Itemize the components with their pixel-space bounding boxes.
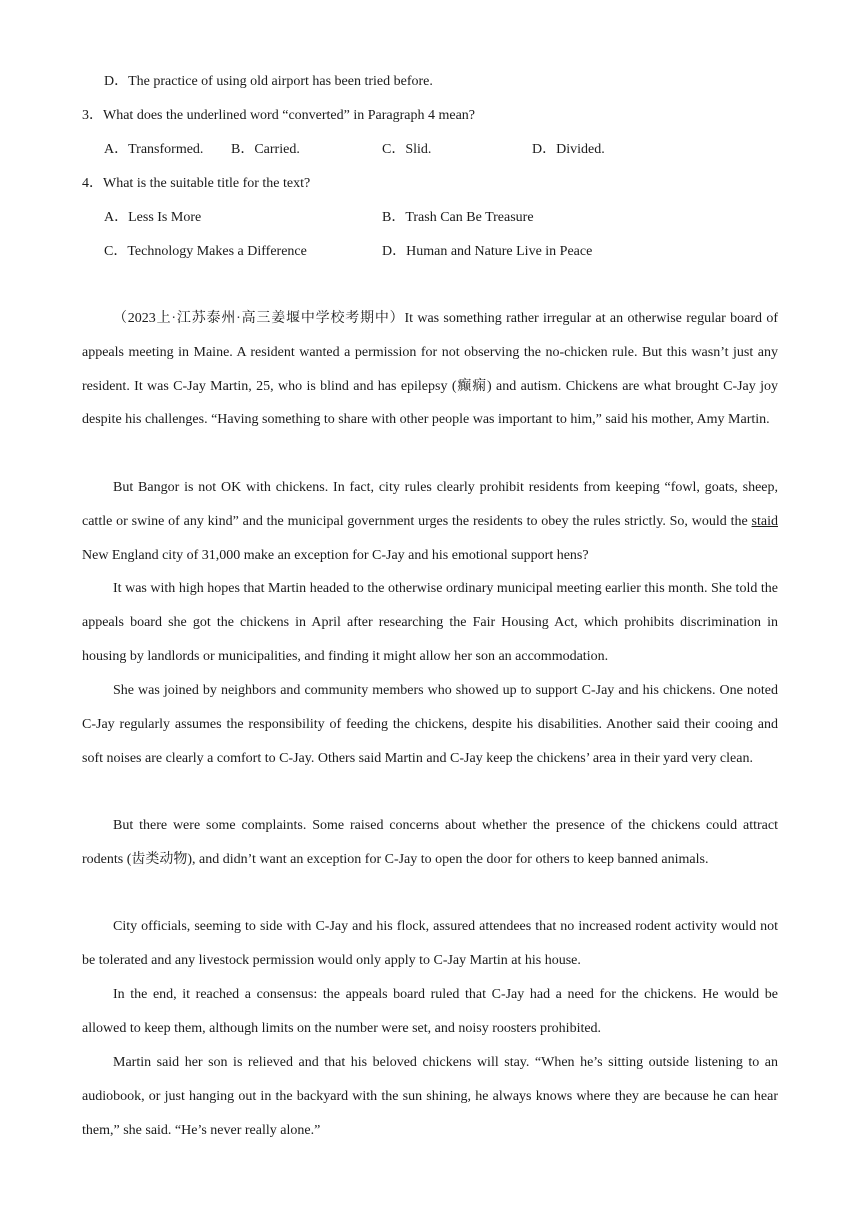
passage-paragraph-8: Martin said her son is relieved and that his beloved chickens will stay. “When he’s sitting outside listening to an audiobook, or just hanging out in the backyard with the sun shining, he always knows where they are because he can hear them,” she said. “He’s never really alone.” — [82, 1055, 778, 1138]
question-4-stem: 4．What is the suitable title for the text? — [82, 176, 311, 191]
question-4-option-c: C．Technology Makes a Difference — [104, 244, 307, 259]
question-4-option-b: B．Trash Can Be Treasure — [382, 210, 534, 225]
passage-paragraph-3: It was with high hopes that Martin headed to the otherwise ordinary municipal meeting earlier this month. She told the appeals board she got the chickens in April after researching the Fair Housing Act, which prohibits discrimination in housing by landlords or municipalities, and finding it might allow her son an accommodation. — [82, 581, 778, 664]
question-4-option-d: D．Human and Nature Live in Peace — [382, 244, 593, 259]
passage-paragraph-4: She was joined by neighbors and community members who showed up to support C-Jay and his chickens. One noted C-Jay regularly assumes the responsibility of feeding the chickens, despite his disabilities. Another said their cooing and soft noises are clearly a comfort to C-Jay. Others said Martin and C-Jay keep the chickens’ area in their yard very clean. — [82, 683, 778, 766]
passage-paragraph-7: In the end, it reached a consensus: the appeals board ruled that C-Jay had a need for the chickens. He would be allowed to keep them, although limits on the number were set, and noisy roosters prohibited. — [82, 987, 778, 1036]
paragraph-2-text-before: But Bangor is not OK with chickens. In fact, city rules clearly prohibit residents from keeping “fowl, goats, sheep, cattle or swine of any kind” and the municipal government urges the residents to obey the rules strictly. So, would the — [82, 480, 778, 529]
previous-question-option-d: D．The practice of using old airport has been tried before. — [104, 74, 433, 89]
passage-paragraph-5: But there were some complaints. Some raised concerns about whether the presence of the chickens could attract rodents (齿类动物), and didn’t want an exception for C-Jay to open the door for others to keep banned animals. — [82, 818, 778, 867]
question-4-option-a: A．Less Is More — [104, 210, 202, 225]
underlined-word-staid: staid — [751, 513, 778, 529]
passage-paragraph-2 — [82, 471, 778, 572]
passage-paragraph-6: City officials, seeming to side with C-Jay and his flock, assured attendees that no increased rodent activity would not be tolerated and any livestock permission would only apply to C-Jay Martin at his house. — [82, 919, 778, 968]
question-3-option-b: B．Carried. — [231, 142, 300, 157]
passage-paragraph-1: （2023上·江苏泰州·高三姜堰中学校考期中）It was something rather irregular at an otherwise regular board of appeals meeting in Maine. A resident wanted a permission for not observing the no-chicken rule. But this wasn’t just any resident. It was C-Jay Martin, 25, who is blind and has epilepsy (癫痫) and autism. Chickens are what brought C-Jay joy despite his challenges. “Having something to share with other people was important to him,” said his mother, Amy Martin. — [82, 311, 778, 428]
paragraph-2-text-after: New England city of 31,000 make an exception for C-Jay and his emotional support hens? — [82, 547, 589, 563]
question-3-option-a: A．Transformed. — [104, 142, 204, 157]
question-3-stem: 3．What does the underlined word “converted” in Paragraph 4 mean? — [82, 108, 476, 123]
question-3-option-c: C．Slid. — [382, 142, 432, 157]
question-3-option-d: D．Divided. — [532, 142, 605, 157]
